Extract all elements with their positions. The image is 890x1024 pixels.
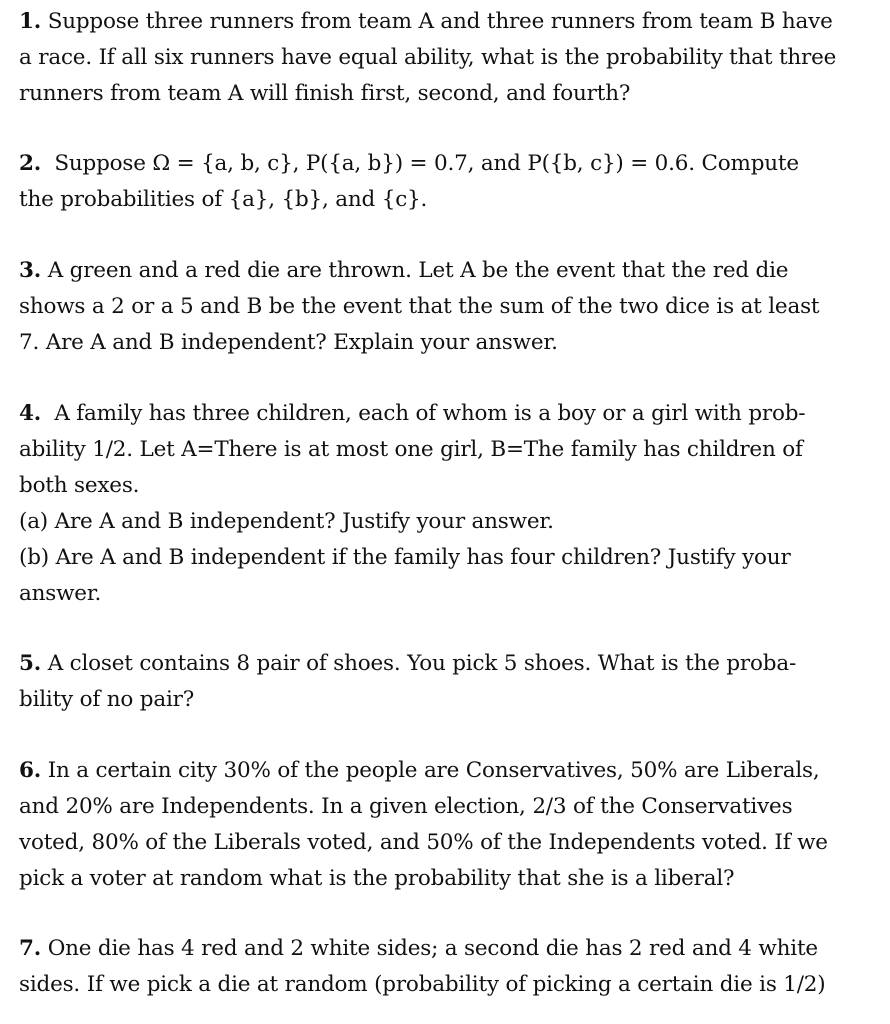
problem-text: In a certain city 30% of the people are Conservatives, 50% are Liberals, <box>47 758 820 783</box>
problem-4-line-6: answer. <box>19 581 102 606</box>
problem-4-part-a: (a) Are A and B independent? Justify your answer. <box>19 509 554 534</box>
problem-number: 1. <box>19 9 42 34</box>
problem-text: Suppose Ω = {a, b, c}, P({a, b}) = 0.7, and P({b, c}) = 0.6. Compute <box>54 151 799 176</box>
problem-number: 2. <box>19 151 42 176</box>
problem-3 <box>19 253 855 361</box>
problem-1-line-3: runners from team A will finish first, second, and fourth? <box>19 81 631 106</box>
problem-text: A closet contains 8 pair of shoes. You pick 5 shoes. What is the proba- <box>47 651 797 676</box>
problem-6-line-2: and 20% are Independents. In a given election, 2/3 of the Conservatives <box>19 794 793 819</box>
problem-4-line-1 <box>19 396 855 432</box>
problem-7-line-2: sides. If we pick a die at random (probability of picking a certain die is 1/2) <box>19 972 826 997</box>
problem-2-line-2: the probabilities of {a}, {b}, and {c}. <box>19 187 428 212</box>
problem-7 <box>19 931 855 1003</box>
problem-text: A green and a red die are thrown. Let A be the event that the red die <box>47 258 789 283</box>
problem-text: One die has 4 red and 2 white sides; a second die has 2 red and 4 white <box>47 936 818 961</box>
problem-7-line-1 <box>19 931 855 967</box>
problem-5 <box>19 646 855 718</box>
problem-number: 7. <box>19 936 42 961</box>
problem-1 <box>19 4 855 112</box>
problem-4-line-2: ability 1/2. Let A=There is at most one girl, B=The family has children of <box>19 437 803 462</box>
problem-6-line-4: pick a voter at random what is the probability that she is a liberal? <box>19 866 735 891</box>
problem-3-line-3: 7. Are A and B independent? Explain your answer. <box>19 330 558 355</box>
problem-1-line-1 <box>19 4 855 40</box>
problem-number: 4. <box>19 401 42 426</box>
problem-3-line-2: shows a 2 or a 5 and B be the event that the sum of the two dice is at least <box>19 294 820 319</box>
problem-3-line-1 <box>19 253 855 289</box>
problem-4 <box>19 396 855 612</box>
problem-text: A family has three children, each of whom is a boy or a girl with prob- <box>54 401 806 426</box>
problem-6 <box>19 753 855 897</box>
problem-5-line-2: bility of no pair? <box>19 687 195 712</box>
problem-2 <box>19 146 855 218</box>
problem-6-line-1 <box>19 753 855 789</box>
problem-4-line-3: both sexes. <box>19 473 140 498</box>
problem-6-line-3: voted, 80% of the Liberals voted, and 50% of the Independents voted. If we <box>19 830 828 855</box>
problem-text: Suppose three runners from team A and three runners from team B have <box>47 9 833 34</box>
problem-2-line-1 <box>19 146 855 182</box>
problem-number: 5. <box>19 651 42 676</box>
problem-1-line-2: a race. If all six runners have equal ability, what is the probability that three <box>19 45 837 70</box>
problem-4-part-b: (b) Are A and B independent if the family has four children? Justify your <box>19 545 791 570</box>
problem-number: 6. <box>19 758 42 783</box>
problem-5-line-1 <box>19 646 855 682</box>
problem-number: 3. <box>19 258 42 283</box>
